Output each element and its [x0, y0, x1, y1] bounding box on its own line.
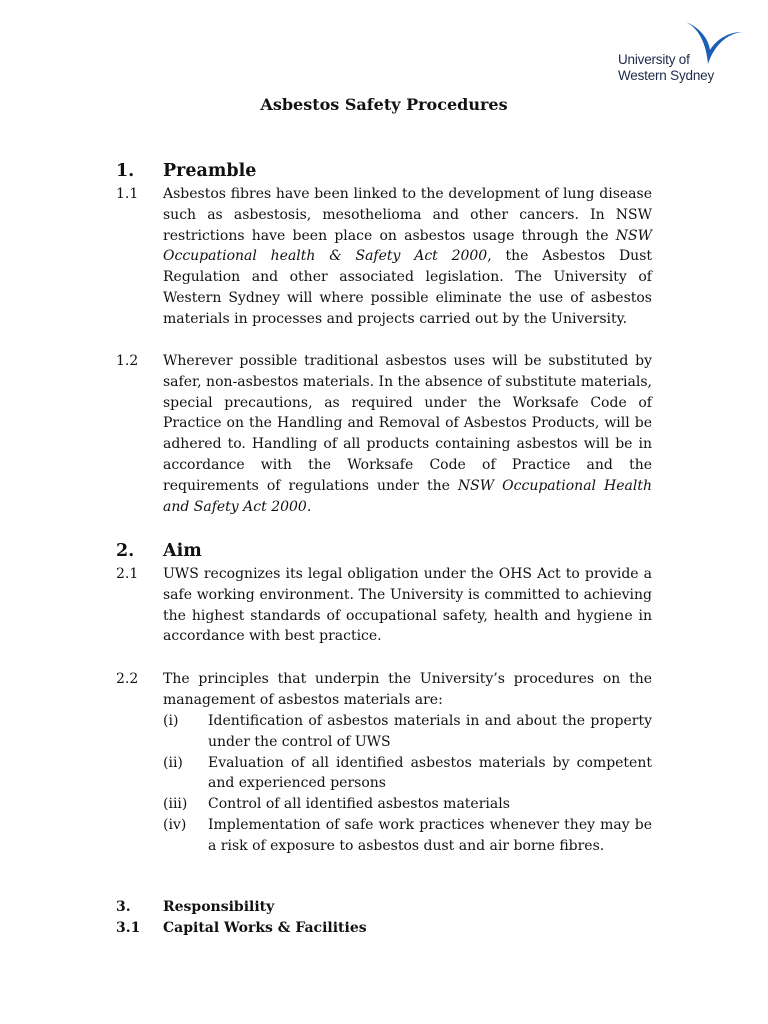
section-title: Responsibility — [163, 899, 275, 915]
section-number: 2. — [116, 541, 135, 561]
list-item-number: (iii) — [163, 796, 188, 813]
paragraph-2-1 — [116, 564, 652, 647]
paragraph-text: Wherever possible traditional asbestos uses will be substituted by safer, non-asbestos materials. In the absence of substitute materials, special precautions, as required under the Worksafe Code of Practice on the Handling and Removal of Asbestos Products, will be adhered to. Handling of all products containing asbestos will be in accordance with the Worksafe Code of Practice and the requirements of regulations under the — [163, 353, 652, 494]
paragraph-2-2 — [116, 669, 652, 711]
list-item-number: (iv) — [163, 816, 187, 833]
subsection-title: Capital Works & Facilities — [163, 920, 367, 936]
list-item — [163, 794, 652, 815]
list-item-text: Implementation of safe work practices whenever they may be a risk of exposure to asbestos dust and air borne fibres. — [208, 816, 652, 854]
paragraph-text: Asbestos fibres have been linked to the development of lung disease such as asbestosis, mesothelioma and other cancers. In NSW restrictions have been place on asbestos usage through the — [163, 186, 652, 244]
list-item-number: (i) — [163, 713, 179, 729]
paragraph-1-2 — [116, 351, 652, 517]
logo-wordmark — [618, 52, 714, 84]
paragraph-1-1 — [116, 184, 652, 330]
legislation-reference: NSW Occupational health & Safety Act 2000 — [163, 227, 652, 265]
section-title: Aim — [163, 541, 202, 561]
page-title: Asbestos Safety Procedures — [260, 95, 508, 114]
list-item-text: Identification of asbestos materials in and about the property under the control of UWS — [208, 713, 652, 750]
list-item — [163, 711, 652, 753]
subsection-number: 3.1 — [116, 920, 141, 936]
logo-line-1: University of — [618, 52, 690, 67]
paragraph-number: 1.2 — [116, 353, 139, 369]
principles-list — [163, 711, 652, 857]
list-item-number: (ii) — [163, 754, 183, 771]
list-item — [163, 815, 652, 857]
paragraph-number: 2.2 — [116, 671, 139, 687]
university-logo — [618, 20, 748, 88]
paragraph-text-cont: , the Asbestos Dust Regulation and other associated legislation. The University of Western Sydney will where possible eliminate the use of asbestos materials in processes and projects carried out by the University. — [163, 248, 653, 327]
paragraph-text: The principles that underpin the University’s procedures on the management of asbestos materials are: — [163, 671, 652, 708]
list-item-text: Evaluation of all identified asbestos materials by competent and experienced persons — [208, 754, 652, 792]
paragraph-number: 1.1 — [116, 186, 139, 202]
section-title: Preamble — [163, 161, 257, 181]
list-item-text: Control of all identified asbestos materials — [208, 796, 510, 813]
list-item — [163, 753, 652, 795]
legislation-reference: NSW Occupational Health and Safety Act 2000. — [163, 477, 653, 515]
paragraph-number: 2.1 — [116, 566, 139, 582]
logo-line-2: Western Sydney — [618, 68, 714, 83]
section-number: 3. — [116, 899, 131, 915]
section-number: 1. — [116, 161, 135, 181]
paragraph-text: UWS recognizes its legal obligation under the OHS Act to provide a safe working environment. The University is committed to achieving the highest standards of occupational safety, health and hygiene in accordance with best practice. — [163, 566, 652, 645]
